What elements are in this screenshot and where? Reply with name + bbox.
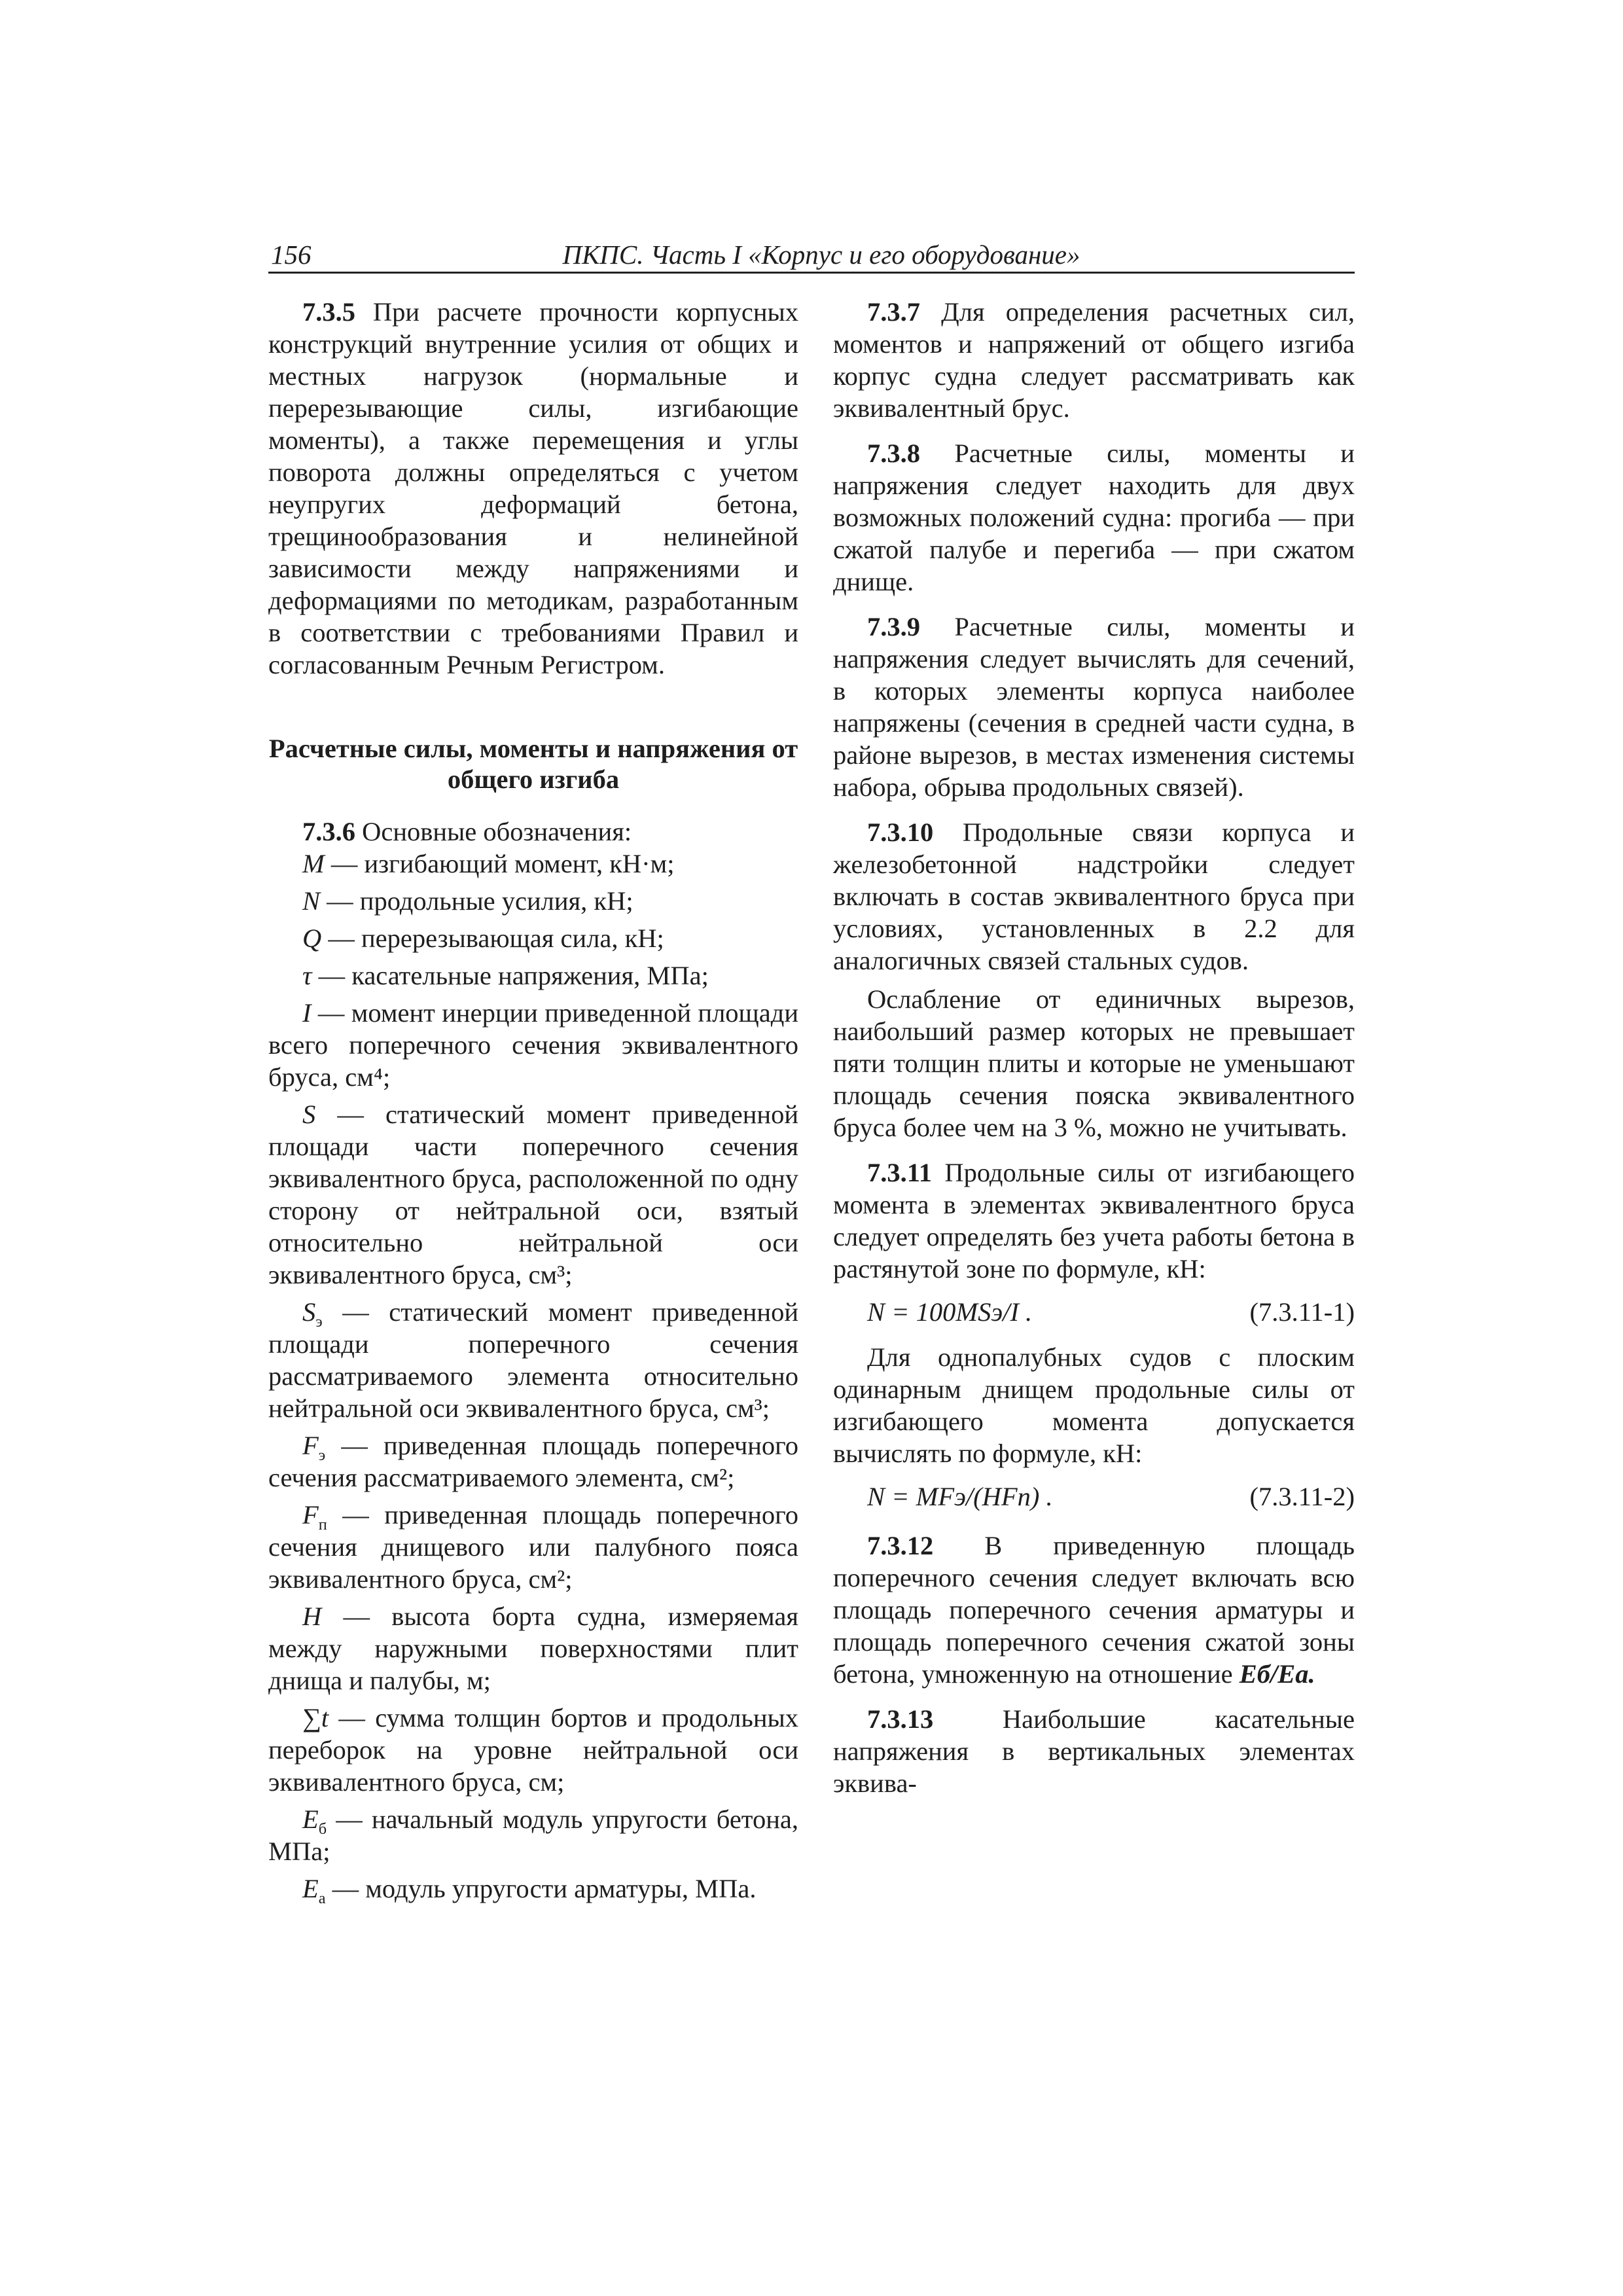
paragraph-7-3-5 <box>268 296 798 681</box>
definition-subscript: п <box>318 1516 327 1534</box>
definition-subscript: б <box>318 1820 327 1839</box>
paragraph-7-3-9 <box>833 611 1355 803</box>
definition-symbol: ∑t <box>302 1703 329 1732</box>
definition-symbol: F <box>302 1500 319 1530</box>
section-number: 7.3.7 <box>867 297 920 327</box>
definition-symbol: H <box>302 1602 322 1631</box>
paragraph-text: Продольные силы от изгибающего момента в элементах эквивалентного бруса следует определять без учета работы бетона в растянутой зоне по формуле, кН: <box>833 1158 1355 1283</box>
definition-text: — момент инерции приведенной площади всего поперечного сечения эквивалентного бруса, см⁴; <box>268 998 798 1092</box>
definition-text: — приведенная площадь поперечного сечения днищевого или палубного пояса эквивалентного бруса, см²; <box>268 1500 798 1594</box>
definition-text: — статический момент приведенной площади поперечного сечения рассматриваемого элемента относительно нейтральной оси эквивалентного бруса, см³; <box>268 1297 798 1423</box>
definition-subscript: э <box>318 1446 326 1465</box>
definition-text: — продольные усилия, кН; <box>320 886 633 916</box>
definition-symbol: I <box>302 998 312 1028</box>
paragraph-text: Основные обозначения: <box>355 817 632 846</box>
section-number: 7.3.5 <box>302 297 355 327</box>
definition-text: — касательные напряжения, МПа; <box>312 961 709 990</box>
section-number: 7.3.9 <box>867 612 920 641</box>
paragraph-text: Для определения расчетных сил, моментов и напряжений от общего изгиба корпус судна следует рассматривать как эквивалентный брус. <box>833 297 1355 423</box>
definition-text: — приведенная площадь поперечного сечения рассматриваемого элемента, см²; <box>268 1431 798 1492</box>
definition-text: — начальный модуль упругости бетона, МПа; <box>268 1804 798 1866</box>
paragraph-7-3-8 <box>833 437 1355 598</box>
definition-item <box>268 1296 798 1424</box>
left-column <box>268 296 798 1908</box>
definition-item <box>268 922 798 954</box>
formula-expression: N = 100MSэ/I . <box>867 1297 1033 1327</box>
section-number: 7.3.13 <box>867 1704 934 1734</box>
section-number: 7.3.10 <box>867 817 934 847</box>
page-number: 156 <box>271 240 312 270</box>
paragraph-7-3-11 <box>833 1157 1355 1285</box>
definition-symbol: S <box>302 1297 316 1327</box>
definition-item <box>268 1600 798 1696</box>
definition-symbol: F <box>302 1431 319 1460</box>
definition-text: — перерезывающая сила, кН; <box>321 924 664 953</box>
paragraph-text: Продольные связи корпуса и железобетонной надстройки следует включать в состав эквивалентного бруса при условиях, установленных в 2.2 для аналогичных связей стальных судов. <box>833 817 1355 975</box>
definition-text: — высота борта судна, измеряемая между наружными поверхностями плит днища и палубы, м; <box>268 1602 798 1695</box>
section-heading: Расчетные силы, моменты и напряжения от общего изгиба <box>268 734 798 794</box>
section-number: 7.3.6 <box>302 817 355 846</box>
definition-text: — модуль упругости арматуры, МПа. <box>325 1874 757 1903</box>
definition-symbol: E <box>302 1874 319 1903</box>
definition-item <box>268 1803 798 1867</box>
definition-symbol: S <box>302 1100 316 1129</box>
paragraph-text: Расчетные силы, моменты и напряжения следует вычислять для сечений, в которых элементы корпуса наиболее напряжены (сечения в средней части судна, в районе вырезов, в местах изменения системы набора, обрыва продольных связей). <box>833 612 1355 802</box>
running-title: ПКПС. Часть I «Корпус и его оборудование» <box>562 240 1080 270</box>
formula-7-3-11-1 <box>833 1293 1355 1332</box>
formula-number: (7.3.11-1) <box>1249 1297 1355 1327</box>
paragraph-text: Расчетные силы, моменты и напряжения следует находить для двух возможных положений судна: прогиба — при сжатой палубе и перегиба — при сжатом днище. <box>833 439 1355 596</box>
page-header <box>268 239 1355 274</box>
formula-number: (7.3.11-2) <box>1249 1482 1355 1511</box>
section-number: 7.3.12 <box>867 1531 934 1560</box>
definition-item <box>268 1499 798 1595</box>
definition-symbol: M <box>302 849 325 878</box>
definition-item <box>268 997 798 1093</box>
paragraph-7-3-10-cont: Ослабление от единичных вырезов, наибольший размер которых не превышает пяти толщин плиты и которые не уменьшают площадь сечения пояска эквивалентного бруса более чем на 3 %, можно не учитывать. <box>833 984 1355 1142</box>
definition-item <box>268 848 798 880</box>
definition-text: — сумма толщин бортов и продольных переборок на уровне нейтральной оси эквивалентного бруса, см; <box>268 1703 798 1797</box>
definition-item <box>268 885 798 917</box>
definition-text: — изгибающий момент, кН·м; <box>324 849 675 878</box>
paragraph-7-3-7 <box>833 296 1355 424</box>
right-column <box>833 296 1355 1799</box>
definition-text: — статический момент приведенной площади части поперечного сечения эквивалентного бруса, расположенной по одну сторону от нейтральной оси, взятый относительно нейтральной оси эквивалентного бруса, см³; <box>268 1100 798 1289</box>
paragraph-7-3-6 <box>268 816 798 848</box>
formula-7-3-11-2 <box>833 1477 1355 1516</box>
definition-item <box>268 1429 798 1494</box>
definition-symbol: N <box>302 886 321 916</box>
definition-item <box>268 1873 798 1908</box>
definition-item <box>268 1098 798 1291</box>
definition-subscript: э <box>315 1313 323 1331</box>
definition-item <box>268 960 798 992</box>
paragraph-7-3-11-cont: Для однопалубных судов с плоским одинарным днищем продольные силы от изгибающего момента допускается вычислять по формуле, кН: <box>833 1342 1355 1468</box>
section-number: 7.3.8 <box>867 439 920 468</box>
section-number: 7.3.11 <box>867 1158 933 1187</box>
definition-subscript: а <box>318 1890 326 1908</box>
definitions-list <box>268 848 798 1908</box>
paragraph-text: В приведенную площадь поперечного сечения следует включать всю площадь поперечного сечения арматуры и площадь поперечного сечения сжатой зоны бетона, умноженную на отношение <box>833 1531 1355 1689</box>
modulus-ratio: Eб/Eа. <box>1239 1659 1315 1689</box>
definition-symbol: Q <box>302 924 322 953</box>
definition-symbol: τ <box>302 961 312 990</box>
paragraph-text: Наибольшие касательные напряжения в вертикальных элементах эквива- <box>833 1704 1355 1798</box>
definition-symbol: E <box>302 1804 319 1834</box>
definition-item <box>268 1702 798 1798</box>
paragraph-7-3-10 <box>833 816 1355 977</box>
paragraph-7-3-13 <box>833 1703 1355 1799</box>
formula-expression: N = MFэ/(HFп) . <box>867 1482 1053 1511</box>
paragraph-7-3-12 <box>833 1530 1355 1690</box>
paragraph-text: При расчете прочности корпусных конструкций внутренние усилия от общих и местных нагрузок (нормальные и перерезывающие силы, изгибающие моменты), а также перемещения и углы поворота должны определяться с учетом неупругих деформаций бетона, трещинообразования и нелинейной зависимости между напряжениями и деформациями по методикам, разработанным в соответствии с требованиями Правил и согласованным Речным Регистром. <box>268 297 798 679</box>
